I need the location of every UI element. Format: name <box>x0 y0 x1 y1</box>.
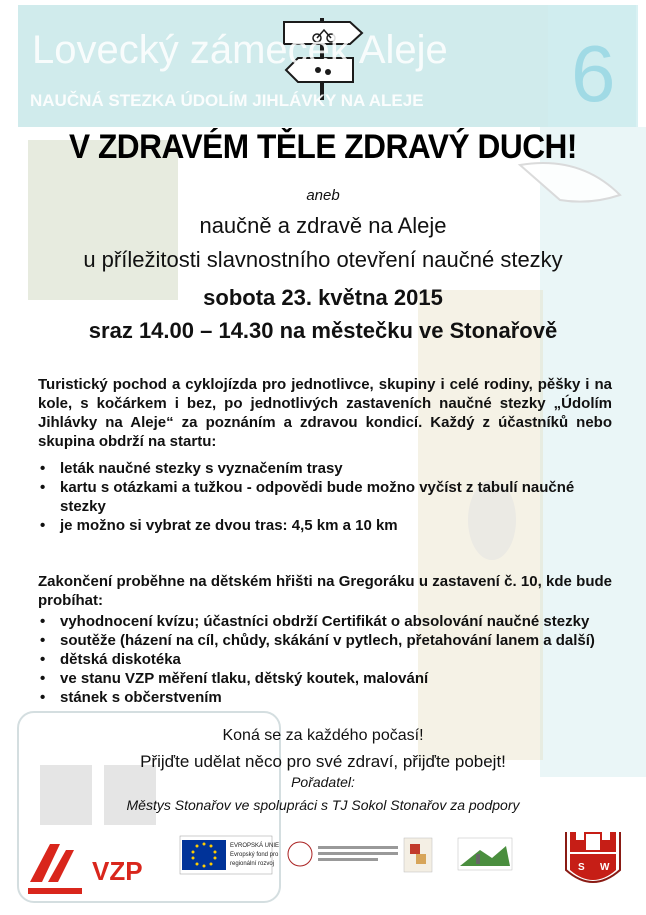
vzp-label: VZP <box>92 856 143 886</box>
header-title: Lovecký zámeček Aleje <box>32 28 448 72</box>
eu-logo <box>180 836 279 874</box>
sponsor-logos <box>0 832 646 902</box>
eu-label-2: Evropský fond pro <box>230 852 279 858</box>
organizer-label: Pořadatel: <box>291 774 355 790</box>
list-item: • je možno si vybrat ze dvou tras: 4,5 km a 10 km <box>38 516 612 535</box>
svg-text:S: S <box>578 862 585 873</box>
coat-of-arms-icon <box>566 832 620 882</box>
end-items-list <box>38 612 612 707</box>
list-item: • dětská diskotéka <box>38 650 612 669</box>
subtitle-line-2: u příležitosti slavnostního otevření naučné stezky <box>83 247 563 272</box>
meeting-time: sraz 14.00 – 14.30 na městečku ve Stonařově <box>88 318 558 343</box>
main-title: V ZDRAVÉM TĚLE ZDRAVÝ DUCH! <box>68 128 578 166</box>
list-item: • ve stanu VZP měření tlaku, dětský koutek, malování <box>38 669 612 688</box>
intro-paragraph: Turistický pochod a cyklojízda pro jednotlivce, skupiny i celé rodiny, pěšky i na kole, s kočárkem i bez, po jednotlivých zastaveních naučné stezky „Údolím Jihlávky na Aleje“ za poznáním a zdravou kondicí. Každý z účastníků nebo skupina obdrží na startu: <box>38 376 612 450</box>
eu-label-1: EVROPSKÁ UNIE <box>230 843 280 849</box>
list-item: • stánek s občerstvením <box>38 688 612 707</box>
region-logo <box>404 838 432 872</box>
organizer-text: Městys Stonařov ve spolupráci s TJ Sokol Stonařov za podpory <box>126 797 520 813</box>
list-item: • soutěže (házení na cíl, chůdy, skákání v pytlech, přetahování lanem a další) <box>38 631 612 650</box>
header-number: 6 <box>571 29 616 118</box>
weather-note: Koná se za každého počasí! <box>222 727 424 744</box>
subtitle-line-1: naučně a zdravě na Aleje <box>199 213 447 238</box>
invitation-line: Přijďte udělat něco pro své zdraví, přijďte pobejt! <box>140 752 506 771</box>
aneb-text: aneb <box>306 187 340 204</box>
eu-label-3: regionální rozvoj <box>230 861 275 867</box>
rop-logo <box>288 842 398 866</box>
event-date: sobota 23. května 2015 <box>203 285 443 310</box>
list-item: • kartu s otázkami a tužkou - odpovědi bude možno vyčíst z tabulí naučné stezky <box>38 478 612 516</box>
list-item: • leták naučné stezky s vyznačením trasy <box>38 459 612 478</box>
svg-text:W: W <box>600 862 610 873</box>
list-item: • vyhodnocení kvízu; účastníci obdrží Certifikát o absolování naučné stezky <box>38 612 612 631</box>
header-subtitle: NAUČNÁ STEZKA ÚDOLÍM JIHLÁVKY NA ALEJE <box>30 91 424 110</box>
start-items-list <box>38 459 612 535</box>
vzp-logo <box>28 844 143 894</box>
landscape-logo <box>458 838 512 870</box>
ending-paragraph: Zakončení proběhne na dětském hřišti na Gregoráku u zastavení č. 10, kde bude probíhat: <box>38 573 612 609</box>
